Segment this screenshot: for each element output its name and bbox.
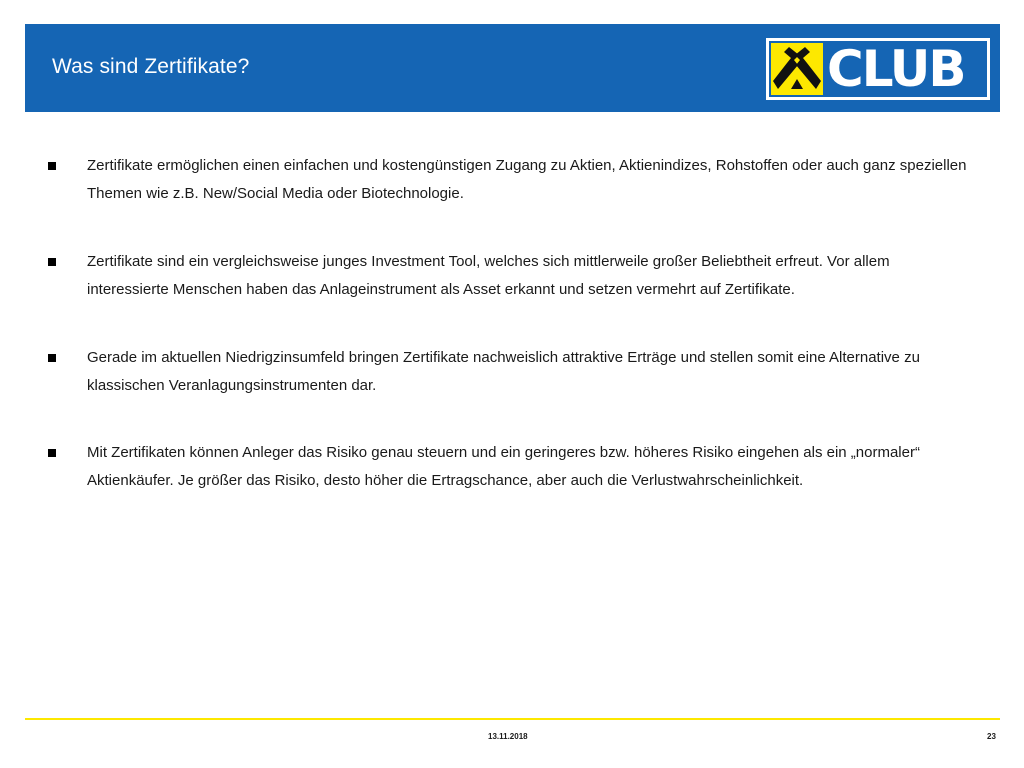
square-bullet-icon	[48, 354, 56, 362]
square-bullet-icon	[48, 258, 56, 266]
footer-date: 13.11.2018	[488, 732, 528, 741]
square-bullet-icon	[48, 449, 56, 457]
logo-text: CLUB	[827, 40, 965, 98]
slide-title: Was sind Zertifikate?	[52, 55, 250, 78]
square-bullet-icon	[48, 162, 56, 170]
bullet-text: Zertifikate sind ein vergleichsweise junges Investment Tool, welches sich mittlerweile großer Beliebtheit erfreut. Vor allem interessierte Menschen haben das Anlageinstrument als Asset erkannt und setzen vermehrt auf Zertifikate.	[87, 253, 890, 298]
bullet-text: Gerade im aktuellen Niedrigzinsumfeld bringen Zertifikate nachweislich attraktive Erträge und stellen somit eine Alternative zu klassischen Veranlagungsinstrumenten dar.	[87, 349, 920, 394]
bullet-text: Zertifikate ermöglichen einen einfachen und kostengünstigen Zugang zu Aktien, Aktienindizes, Rohstoffen oder auch ganz speziellen Themen wie z.B. New/Social Media oder Biotechnologie.	[87, 157, 967, 202]
bullet-text: Mit Zertifikaten können Anleger das Risiko genau steuern und ein geringeres bzw. höheres Risiko eingehen als ein „normaler“ Aktienkäufer. Je größer das Risiko, desto höher die Ertragschance, aber auch die Verlustwahrscheinlichkeit.	[87, 444, 920, 489]
page-number: 23	[987, 732, 996, 741]
footer-divider	[25, 718, 1000, 720]
